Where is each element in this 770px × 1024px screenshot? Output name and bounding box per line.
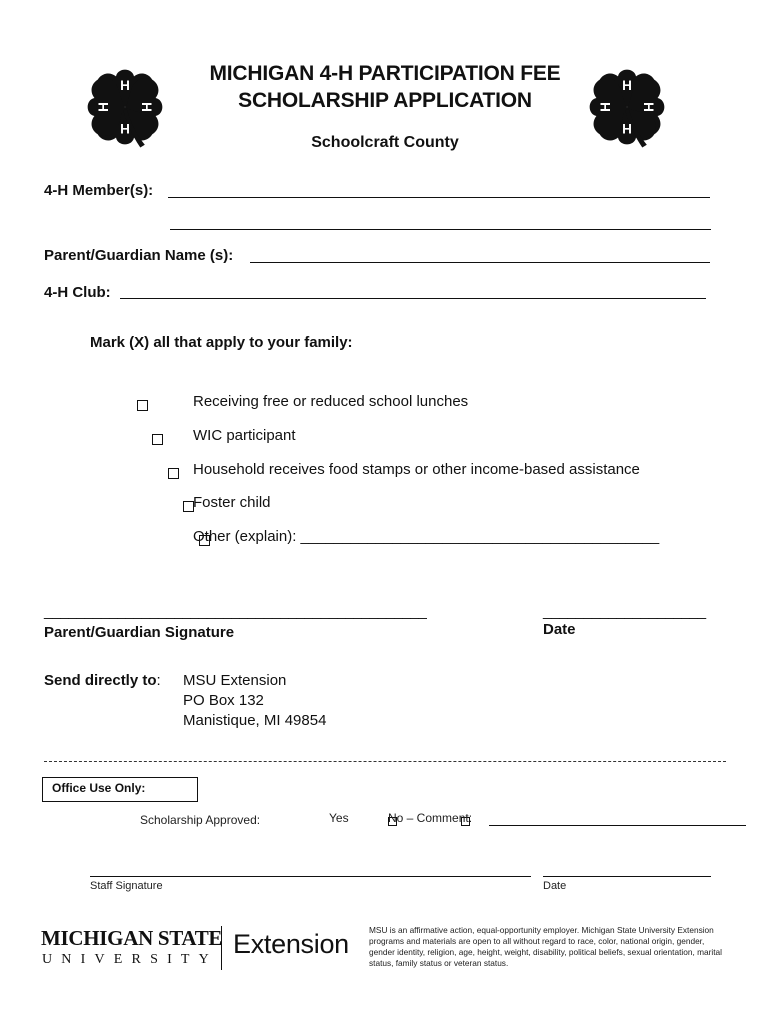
member-input-line[interactable] (168, 197, 710, 198)
address-line-1: MSU Extension (183, 672, 287, 689)
address-line-2: PO Box 132 (183, 692, 264, 709)
option-wic: WIC participant (193, 427, 296, 444)
cut-separator (44, 761, 726, 762)
clover-h-letter: H (120, 77, 130, 93)
staff-date-line[interactable] (543, 876, 711, 877)
logo-divider (221, 926, 222, 970)
msu-logo-line1: MICHIGAN STATE (41, 926, 223, 950)
office-use-only-box: Office Use Only: (42, 777, 198, 802)
date-line[interactable]: ____________________ (543, 603, 706, 620)
member-label: 4-H Member(s): (44, 182, 154, 199)
parent-signature-line[interactable]: _______________________________________________ (44, 603, 427, 620)
date-label: Date (543, 621, 576, 638)
club-label: 4-H Club: (44, 284, 111, 301)
send-to-label-group (44, 671, 161, 691)
clover-h-letter: H (597, 102, 613, 112)
approved-no-label: No – Comment: (388, 811, 473, 825)
approved-yes-label: Yes (329, 811, 349, 825)
option-food-stamps: Household receives food stamps or other income-based assistance (193, 461, 640, 478)
parent-name-input-line[interactable] (250, 262, 710, 263)
send-to-label: Send directly to (44, 672, 157, 689)
parent-signature-label: Parent/Guardian Signature (44, 624, 235, 641)
msu-logo-line2: UNIVERSITY (42, 952, 218, 967)
checkbox-free-lunch[interactable] (137, 400, 148, 411)
form-title-line2: SCHOLARSHIP APPLICATION (238, 89, 532, 112)
staff-date-label: Date (543, 880, 567, 892)
send-to-colon: : (156, 672, 161, 689)
form-title (0, 60, 770, 114)
clover-h-letter: H (95, 102, 111, 112)
option-other[interactable]: Other (explain): ___________________________________________ (193, 528, 660, 545)
scholarship-approved-label: Scholarship Approved: (140, 813, 261, 827)
county-name: Schoolcraft County (311, 134, 459, 151)
checkbox-food-stamps[interactable] (168, 468, 179, 479)
clover-h-letter: H (622, 77, 632, 93)
member-input-line-2[interactable] (170, 229, 711, 230)
comment-input-line[interactable] (489, 825, 746, 826)
option-foster-child: Foster child (193, 494, 271, 511)
club-input-line[interactable] (120, 298, 706, 299)
clover-h-letter: H (120, 121, 130, 137)
clover-h-letter: H (641, 102, 657, 112)
address-line-3: Manistique, MI 49854 (183, 712, 327, 729)
form-title-line1: MICHIGAN 4-H PARTICIPATION FEE (209, 62, 561, 85)
staff-signature-line[interactable] (90, 876, 531, 877)
extension-logo-word: Extension (233, 929, 349, 959)
staff-signature-label: Staff Signature (90, 880, 163, 892)
checkbox-wic[interactable] (152, 434, 163, 445)
equal-opportunity-disclaimer: MSU is an affirmative action, equal-opportunity employer. Michigan State University Extension programs and materials are open to all without regard to race, color, national origin, gender, gender identity, religion, age, height, weight, disability, political beliefs, sexual orientation, marital status, family status or veteran status. (369, 925, 722, 968)
mailing-address (183, 671, 326, 731)
clover-h-letter: H (139, 102, 155, 112)
parent-name-label: Parent/Guardian Name (s): (44, 247, 234, 264)
option-free-lunch: Receiving free or reduced school lunches (193, 393, 469, 410)
mark-instruction: Mark (X) all that apply to your family: (90, 334, 353, 351)
clover-h-letter: H (622, 121, 632, 137)
